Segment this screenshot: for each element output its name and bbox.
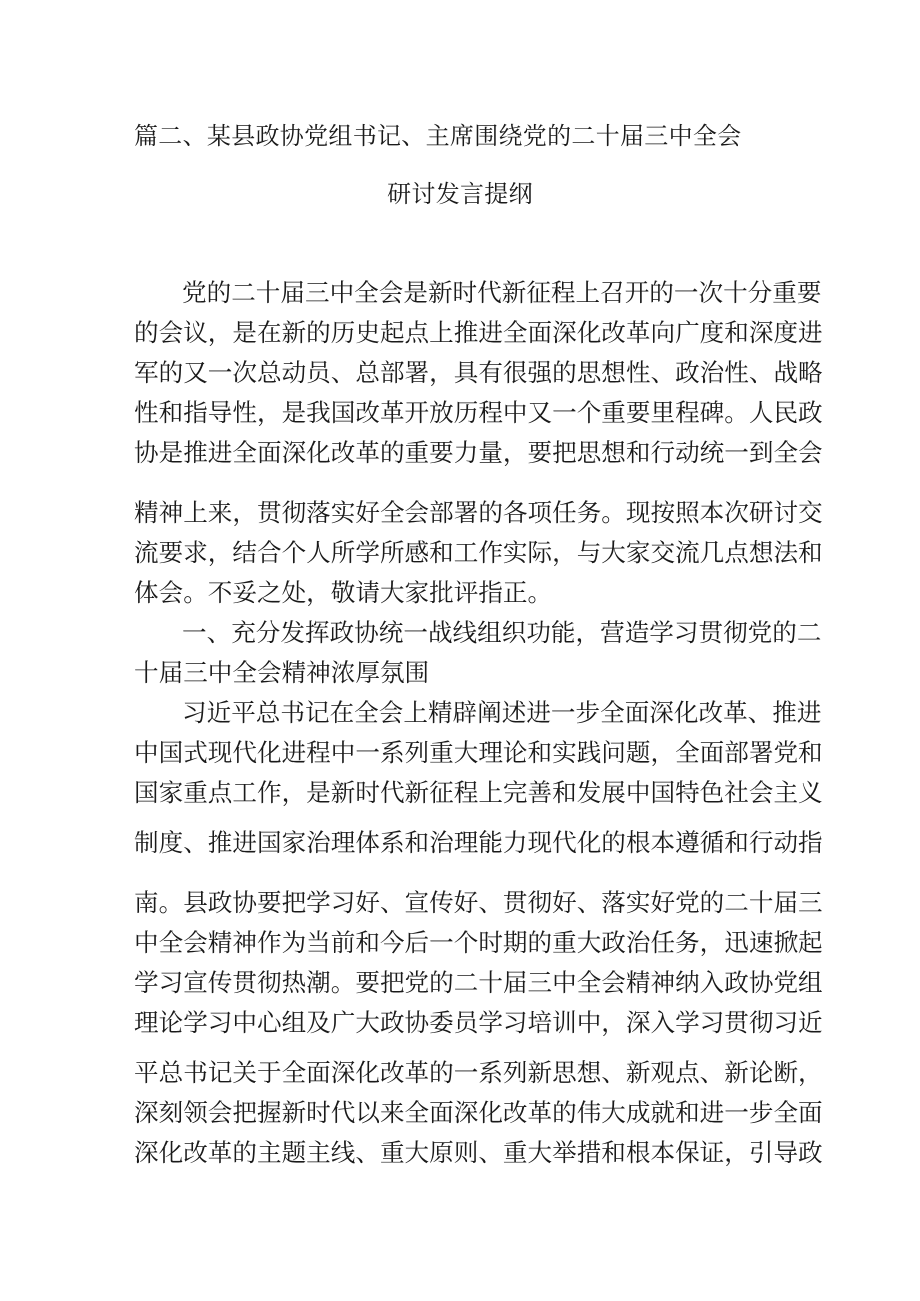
paragraph-line: 学习宣传贯彻热潮。要把党的二十届三中全会精神纳入政协党组: [134, 968, 823, 997]
section-heading-line: 十届三中全会精神浓厚氛围: [134, 658, 430, 687]
paragraph-line: 协是推进全面深化改革的重要力量，要把思想和行动统一到全会: [134, 438, 823, 467]
paragraph-line: 精神上来，贯彻落实好全会部署的各项任务。现按照本次研讨交: [134, 498, 823, 527]
paragraph-line: 理论学习中心组及广大政协委员学习培训中，深入学习贯彻习近: [134, 1008, 823, 1037]
paragraph-line: 流要求，结合个人所学所感和工作实际，与大家交流几点想法和: [134, 538, 823, 567]
paragraph-line: 性和指导性，是我国改革开放历程中又一个重要里程碑。人民政: [134, 398, 823, 427]
paragraph-line: 习近平总书记在全会上精辟阐述进一步全面深化改革、推进: [182, 698, 822, 727]
paragraph-line: 深化改革的主题主线、重大原则、重大举措和根本保证，引导政: [134, 1138, 823, 1167]
paragraph-line: 党的二十届三中全会是新时代新征程上召开的一次十分重要: [182, 278, 822, 307]
paragraph-line: 中全会精神作为当前和今后一个时期的重大政治任务，迅速掀起: [134, 928, 823, 957]
paragraph-line: 军的又一次总动员、总部署，具有很强的思想性、政治性、战略: [134, 358, 823, 387]
paragraph-line: 国家重点工作，是新时代新征程上完善和发展中国特色社会主义: [134, 778, 823, 807]
paragraph-line: 中国式现代化进程中一系列重大理论和实践问题，全面部署党和: [134, 738, 823, 767]
document-title-line-1: 篇二、某县政协党组书记、主席围绕党的二十届三中全会: [134, 122, 742, 150]
paragraph-line: 制度、推进国家治理体系和治理能力现代化的根本遵循和行动指: [134, 828, 823, 857]
paragraph-line: 南。县政协要把学习好、宣传好、贯彻好、落实好党的二十届三: [134, 888, 823, 917]
paragraph-line: 深刻领会把握新时代以来全面深化改革的伟大成就和进一步全面: [134, 1098, 823, 1127]
paragraph-line: 的会议，是在新的历史起点上推进全面深化改革向广度和深度进: [134, 318, 823, 347]
document-title-line-2: 研讨发言提纲: [387, 180, 533, 208]
paragraph-line: 体会。不妥之处，敬请大家批评指正。: [134, 578, 553, 607]
section-heading-line: 一、充分发挥政协统一战线组织功能，营造学习贯彻党的二: [182, 618, 822, 647]
paragraph-line: 平总书记关于全面深化改革的一系列新思想、新观点、新论断，: [134, 1058, 823, 1087]
